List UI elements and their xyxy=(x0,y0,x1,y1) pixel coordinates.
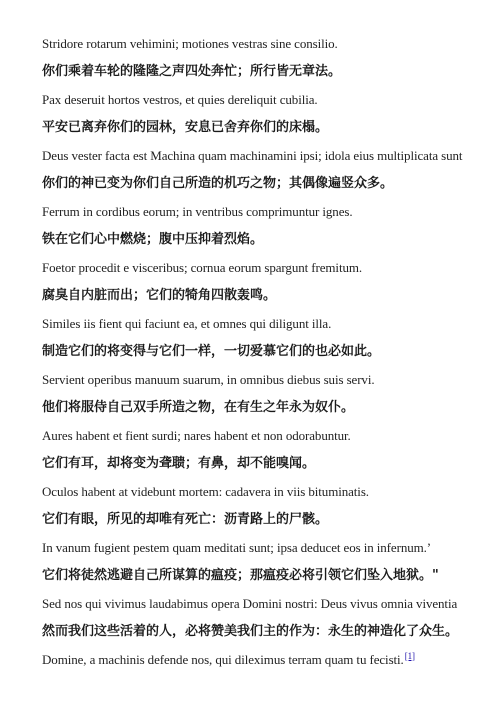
latin-line-8: Aures habent et fient surdi; nares habent et non odorabuntur. xyxy=(42,428,351,443)
chinese-line-7: 他们将服侍自己双手所造之物，在有生之年永为奴仆。 xyxy=(42,400,355,415)
latin-line-11: Sed nos qui vivimus laudabimus opera Domini nostri: Deus vivus omnia viventia xyxy=(42,596,458,611)
latin-line-10: In vanum fugient pestem quam meditati sunt; ipsa deducet eos in infernum.’ xyxy=(42,540,432,555)
chinese-line-5: 腐臭自内脏而出；它们的犄角四散轰鸣。 xyxy=(42,288,277,303)
chinese-line-3: 你们的神已变为你们自己所造的机巧之物；其偶像遍竖众多。 xyxy=(42,176,394,191)
chinese-line-9: 它们有眼，所见的却唯有死亡：沥青路上的尸骸。 xyxy=(42,512,329,527)
latin-line-12-text: Domine, a machinis defende nos, qui dileximus terram quam tu fecisti. xyxy=(42,652,404,667)
chinese-line-11: 然而我们这些活着的人，必将赞美我们主的作为：永生的神造化了众生。 xyxy=(42,624,459,639)
poem-text xyxy=(42,30,492,674)
chinese-line-10: 它们将徒然逃避自己所谋算的瘟疫；那瘟疫必将引领它们坠入地狱。" xyxy=(42,568,439,583)
latin-line-4: Ferrum in cordibus eorum; in ventribus comprimuntur ignes. xyxy=(42,204,353,219)
latin-line-3: Deus vester facta est Machina quam machinamini ipsi; idola eius multiplicata sunt xyxy=(42,148,463,163)
chinese-line-4: 铁在它们心中燃烧；腹中压抑着烈焰。 xyxy=(42,232,264,247)
footnote-link[interactable]: [1] xyxy=(404,650,415,661)
chinese-line-1: 你们乘着车轮的隆隆之声四处奔忙；所行皆无章法。 xyxy=(42,64,342,79)
latin-line-9: Oculos habent at videbunt mortem: cadavera in viis bituminatis. xyxy=(42,484,369,499)
latin-line-6: Similes iis fient qui faciunt ea, et omnes qui diligunt illa. xyxy=(42,316,332,331)
chinese-line-8: 它们有耳，却将变为聋聩；有鼻，却不能嗅闻。 xyxy=(42,456,316,471)
chinese-line-2: 平安已离弃你们的园林，安息已舍弃你们的床榻。 xyxy=(42,120,329,135)
latin-line-2: Pax deseruit hortos vestros, et quies dereliquit cubilia. xyxy=(42,92,318,107)
latin-line-5: Foetor procedit e visceribus; cornua eorum spargunt fremitum. xyxy=(42,260,363,275)
latin-line-7: Servient operibus manuum suarum, in omnibus diebus suis servi. xyxy=(42,372,375,387)
latin-line-12 xyxy=(42,646,492,674)
latin-line-1: Stridore rotarum vehimini; motiones vestras sine consilio. xyxy=(42,36,338,51)
chinese-line-6: 制造它们的将变得与它们一样，一切爱慕它们的也必如此。 xyxy=(42,344,381,359)
